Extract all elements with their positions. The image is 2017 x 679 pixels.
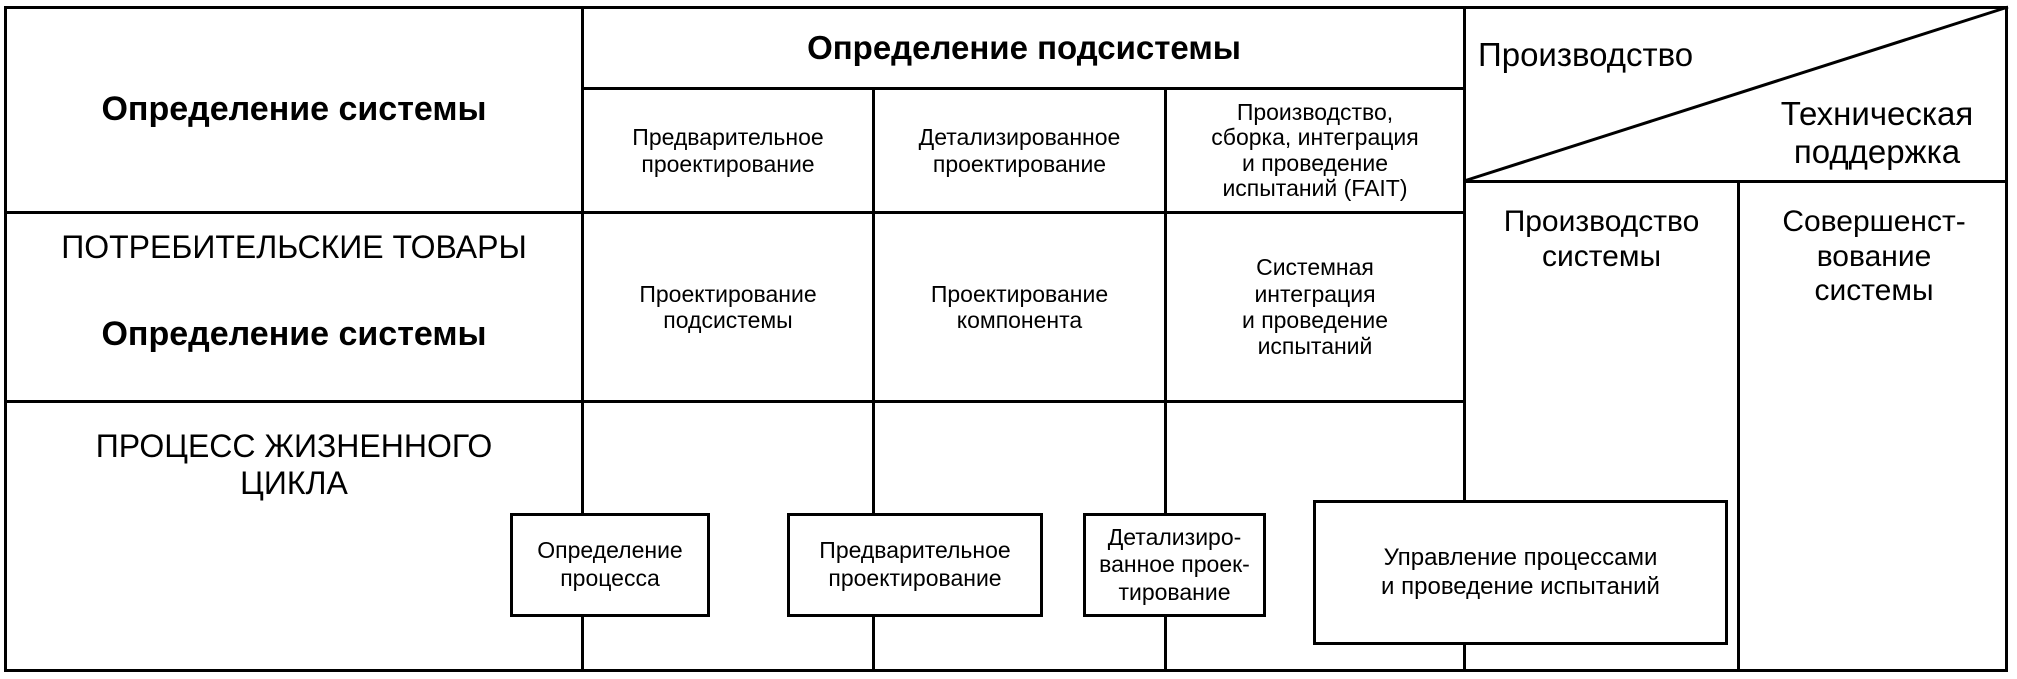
production-header: Производство bbox=[1478, 36, 1694, 74]
tech-support-header: Техническая поддержка bbox=[1780, 95, 1974, 170]
consumer-goods-label: ПОТРЕБИТЕЛЬСКИЕ ТОВАРЫ bbox=[61, 228, 527, 265]
process-definition-box: Определение процесса bbox=[510, 513, 710, 617]
phase-fait: Производство, сборка, интеграция и проведение испытаний (FAIT) bbox=[1211, 98, 1419, 201]
system-improvement-cell: Совершенст- вование системы bbox=[1782, 205, 1966, 307]
phase-preliminary-design: Предварительное проектирование bbox=[632, 124, 824, 177]
subsystem-definition-header: Определение подсистемы bbox=[807, 29, 1241, 67]
consumer-system-definition: Определение системы bbox=[101, 315, 487, 354]
component-design-cell: Проектирование компонента bbox=[930, 280, 1109, 333]
system-definition-header: Определение системы bbox=[101, 90, 487, 129]
lifecycle-process-label: ПРОЦЕСС ЖИЗНЕННОГО ЦИКЛА bbox=[95, 428, 493, 501]
system-production-cell: Производство системы bbox=[1503, 205, 1700, 273]
detailed-design-box: Детализиро- ванное проек- тирование bbox=[1083, 513, 1266, 617]
system-integration-cell: Системная интеграция и проведение испытаний bbox=[1241, 254, 1389, 360]
phase-detailed-design: Детализированное проектирование bbox=[918, 124, 1121, 177]
subsystem-design-cell: Проектирование подсистемы bbox=[639, 280, 817, 333]
preliminary-design-box: Предварительное проектирование bbox=[787, 513, 1043, 617]
process-management-box: Управление процессами и проведение испытаний bbox=[1313, 500, 1728, 645]
